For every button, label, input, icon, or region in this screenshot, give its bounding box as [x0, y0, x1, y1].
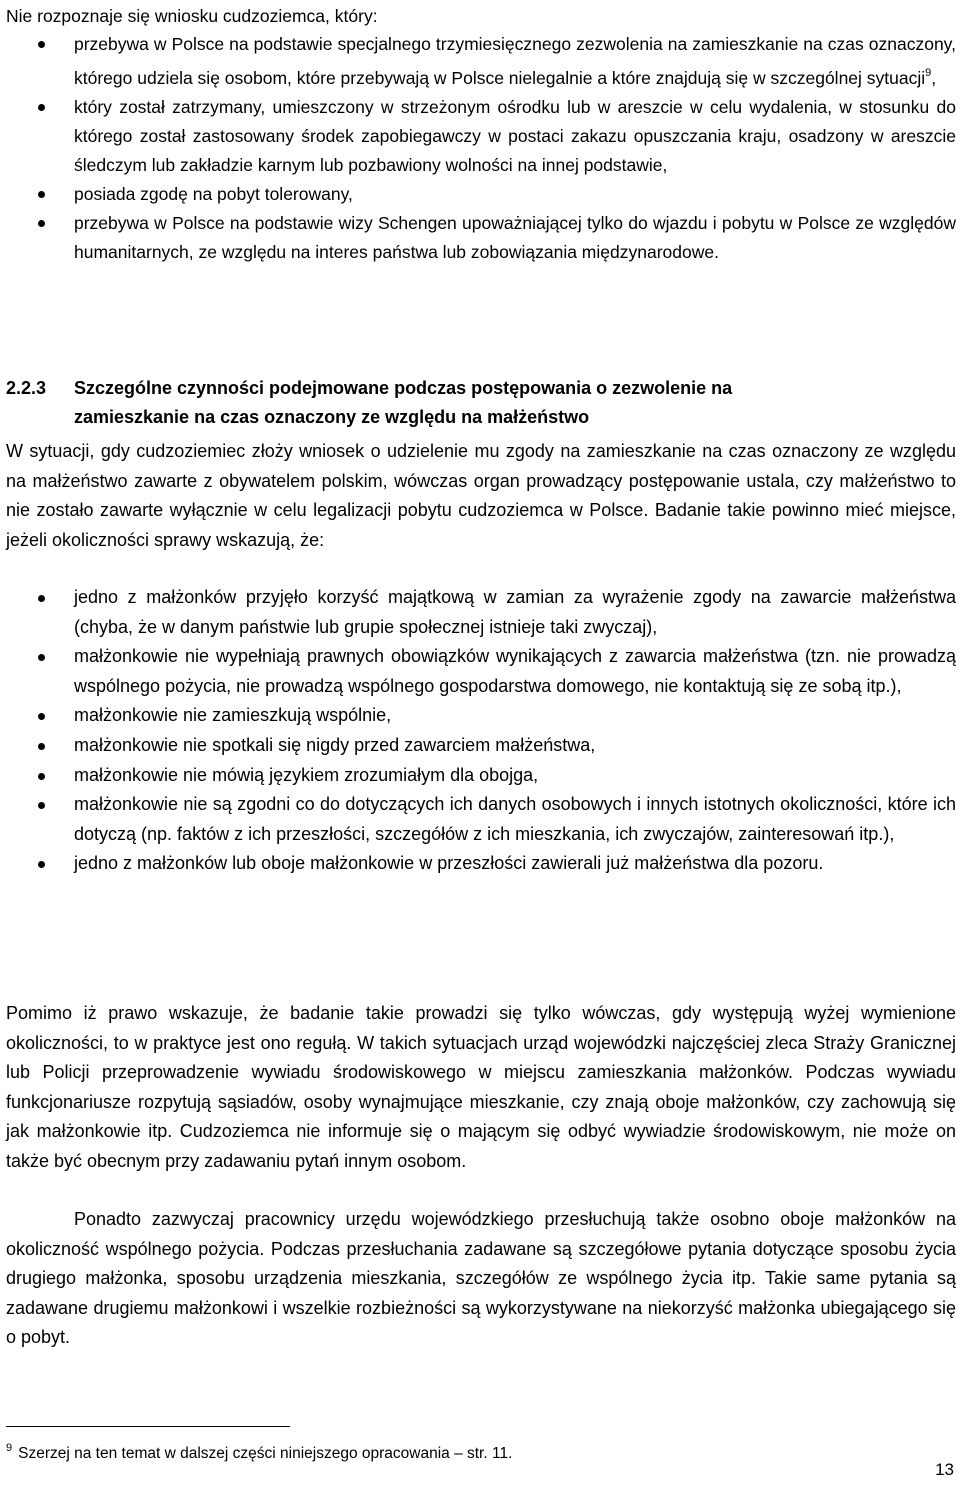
footnote — [6, 1436, 512, 1466]
list-item-text: małżonkowie nie mówią językiem zrozumiałym dla obojga, — [74, 764, 539, 785]
marriage-indicators-list — [0, 583, 956, 879]
list-item-punct: , — [931, 68, 937, 88]
list-item-text: małżonkowie nie spotkali się nigdy przed zawarciem małżeństwa, — [74, 734, 596, 755]
list-item — [0, 209, 956, 267]
list-item — [0, 30, 956, 93]
bullet-icon — [38, 191, 45, 198]
list-item-text: jedno z małżonków lub oboje małżonkowie w przeszłości zawierali już małżeństwa dla pozoru. — [74, 853, 824, 874]
paragraph: W sytuacji, gdy cudzoziemiec złoży wniosek o udzielenie mu zgody na zamieszkanie na czas oznaczony ze względu na małżeństwo zawarte z obywatelem polskim, wówczas organ prowadzący postępowanie ustala, czy małżeństwo to nie zostało zawarte wyłącznie w celu legalizacji pobytu cudzoziemca w Polsce. Badanie takie powinno mieć miejsce, jeżeli okoliczności sprawy wskazują, że: — [6, 441, 956, 550]
list-item-text: przebywa w Polsce na podstawie specjalnego trzymiesięcznego zezwolenia na zamieszkanie na czas oznaczony, którego udziela się osobom, które przebywają w Polsce nielegalnie a które znajdują się w szczególnej sytuacji — [74, 34, 956, 88]
list-item — [0, 761, 956, 791]
list-item — [0, 180, 956, 209]
bullet-icon — [38, 595, 45, 602]
section-heading — [6, 374, 954, 432]
bullet-icon — [38, 220, 45, 227]
bullet-icon — [38, 41, 45, 48]
list-item — [0, 790, 956, 849]
list-item — [0, 583, 956, 642]
footnote-marker: 9 — [6, 1442, 13, 1454]
footnote-separator — [6, 1426, 290, 1427]
footnote-text: Szerzej na ten temat w dalszej części niniejszego opracowania – str. 11. — [18, 1445, 513, 1462]
list-item-text: jedno z małżonków przyjęło korzyść majątkową w zamian za wyrażenie zgody na zawarcie małżeństwa (chyba, że w danym państwie lub grupie społecznej istnieje taki zwyczaj), — [74, 587, 956, 637]
list-item-text: który został zatrzymany, umieszczony w strzeżonym ośrodku lub w areszcie w celu wydalenia, w stosunku do którego został zastosowany środek zapobiegawczy w postaci zakazu opuszczania kraju, osadzony w areszcie śledczym lub zakładzie karnym lub pozbawiony wolności na innej podstawie, — [74, 97, 956, 175]
bullet-icon — [38, 861, 45, 868]
list-item — [0, 849, 956, 879]
section-title-line1: Szczególne czynności podejmowane podczas postępowania o zezwolenie na — [74, 378, 733, 398]
list-item — [0, 642, 956, 701]
intro-text: Nie rozpoznaje się wniosku cudzoziemca, który: — [6, 6, 378, 26]
page-number: 13 — [935, 1460, 954, 1479]
list-item-text: małżonkowie nie są zgodni co do dotyczących ich danych osobowych i innych istotnych okoliczności, które ich dotyczą (np. faktów z ich przeszłości, szczegółów z ich mieszkania, ich zwyczajów, zainteresowań itp.), — [74, 794, 956, 844]
bullet-icon — [38, 104, 45, 111]
paragraph: Ponadto zazwyczaj pracownicy urzędu wojewódzkiego przesłuchują także osobno oboje małżonków na okoliczność wspólnego pożycia. Podczas przesłuchania zadawane są szczegółowe pytania dotyczące sposobu życia drugiego małżonka, sposobu urządzenia mieszkania, szczegółów ze wspólnego życia itp. Takie same pytania są zadawane drugiemu małżonkowi i wszelkie rozbieżności są wykorzystywane na niekorzyść małżonka ubiegającego się o pobyt. — [6, 1209, 956, 1348]
list-item — [0, 731, 956, 761]
list-item — [0, 701, 956, 731]
list-item-text: posiada zgodę na pobyt tolerowany, — [74, 184, 353, 204]
bullet-icon — [38, 713, 45, 720]
bullet-icon — [38, 654, 45, 661]
section-number: 2.2.3 — [6, 378, 47, 398]
bullet-icon — [38, 802, 45, 809]
bullet-icon — [38, 773, 45, 780]
list-item — [0, 93, 956, 180]
list-item-text: małżonkowie nie wypełniają prawnych obowiązków wynikających z zawarcia małżeństwa (tzn. nie prowadzą wspólnego pożycia, nie prowadzą wspólnego gospodarstwa domowego, nie kontaktują się ze sobą itp.), — [74, 646, 956, 696]
section-title-line2: zamieszkanie na czas oznaczony ze względu na małżeństwo — [74, 407, 590, 427]
bullet-icon — [38, 743, 45, 750]
ineligibility-list — [0, 30, 956, 267]
list-item-text: przebywa w Polsce na podstawie wizy Schengen upoważniającej tylko do wjazdu i pobytu w Polsce ze względów humanitarnych, ze względu na interes państwa lub zobowiązania międzynarodowe. — [74, 213, 956, 262]
footnote-reference[interactable]: 9 — [925, 67, 932, 79]
paragraph: Pomimo iż prawo wskazuje, że badanie takie prowadzi się tylko wówczas, gdy występują wyżej wymienione okoliczności, to w praktyce jest ono regułą. W takich sytuacjach urząd wojewódzki najczęściej zleca Straży Granicznej lub Policji przeprowadzenie wywiadu środowiskowego w miejscu zamieszkania małżonków. Podczas wywiadu funkcjonariusze rozpytują sąsiadów, osoby wynajmujące mieszkanie, czy znają oboje małżonków, czy zachowują się jak małżonkowie itp. Cudzoziemca nie informuje się o mającym się odbyć wywiadzie środowiskowym, nie może on także być obecnym przy zadawaniu pytań innym osobom. — [6, 1003, 956, 1171]
list-item-text: małżonkowie nie zamieszkują wspólnie, — [74, 705, 392, 726]
